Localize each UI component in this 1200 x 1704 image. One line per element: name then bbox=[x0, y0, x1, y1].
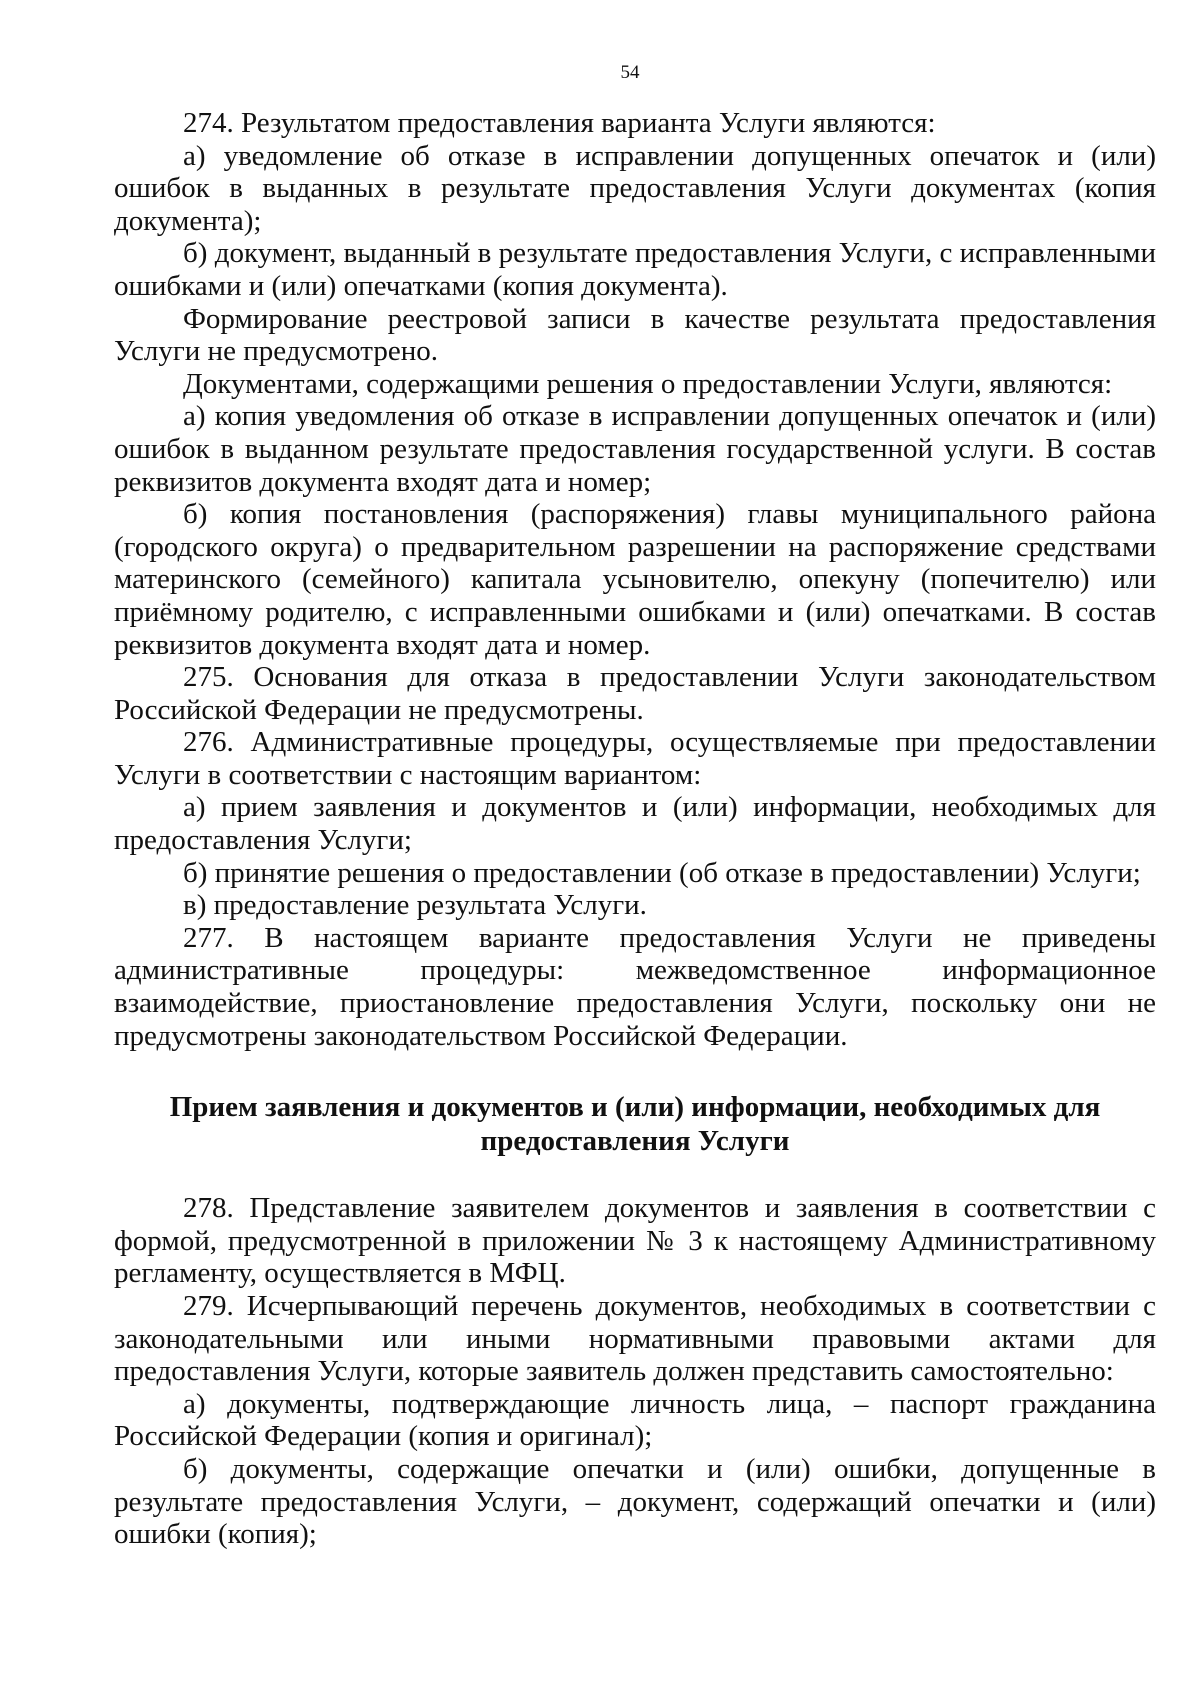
paragraph-decision-documents: Документами, содержащими решения о предоставлении Услуги, являются: bbox=[183, 367, 1113, 400]
paragraph-279-a: а) документы, подтверждающие личность лица, – паспорт гражданина Российской Федерации (копия и оригинал); bbox=[114, 1387, 1156, 1453]
page-number: 54 bbox=[620, 62, 640, 83]
paragraph-decision-documents-a: а) копия уведомления об отказе в исправлении допущенных опечаток и (или) ошибок в выданном результате предоставления государственной услуги. В состав реквизитов документа входят дата и номер; bbox=[114, 400, 1156, 498]
paragraph-276-c: в) предоставление результата Услуги. bbox=[183, 889, 647, 922]
paragraph-277: 277. В настоящем варианте предоставления Услуги не приведены административные процедуры: межведомственное информационное взаимодействие, приостановление предоставления Услуги, поскольку они не предусмотрены законодательством Российской Федерации. bbox=[114, 921, 1156, 1052]
section-heading-line-2: предоставления Услуги bbox=[480, 1125, 790, 1158]
paragraph-278: 278. Представление заявителем документов и заявления в соответствии с формой, предусмотренной в приложении № 3 к настоящему Административному регламенту, осуществляется в МФЦ. bbox=[114, 1192, 1156, 1290]
paragraph-274: 274. Результатом предоставления варианта Услуги являются: bbox=[183, 107, 936, 139]
section-heading bbox=[114, 1090, 1156, 1158]
paragraph-276-b: б) принятие решения о предоставлении (об отказе в предоставлении) Услуги; bbox=[183, 856, 1141, 889]
paragraph-276: 276. Административные процедуры, осуществляемые при предоставлении Услуги в соответствии с настоящим вариантом: bbox=[114, 726, 1156, 791]
paragraph-275: 275. Основания для отказа в предоставлении Услуги законодательством Российской Федерации не предусмотрены. bbox=[114, 661, 1156, 726]
section-heading-line-1: Прием заявления и документов и (или) информации, необходимых для bbox=[169, 1091, 1101, 1124]
paragraph-279-b: б) документы, содержащие опечатки и (или) ошибки, допущенные в результате предоставления Услуги, – документ, содержащий опечатки и (или) ошибки (копия); bbox=[114, 1452, 1156, 1551]
paragraph-274-b: б) документ, выданный в результате предоставления Услуги, с исправленными ошибками и (или) опечатками (копия документа). bbox=[114, 237, 1156, 302]
paragraph-276-a: а) прием заявления и документов и (или) информации, необходимых для предоставления Услуги; bbox=[114, 791, 1156, 857]
paragraph-registry-record: Формирование реестровой записи в качестве результата предоставления Услуги не предусмотрено. bbox=[114, 302, 1156, 368]
paragraph-274-a: а) уведомление об отказе в исправлении допущенных опечаток и (или) ошибок в выданных в результате предоставления Услуги документах (копия документа); bbox=[114, 139, 1156, 237]
paragraph-279: 279. Исчерпывающий перечень документов, необходимых в соответствии с законодательными или иными нормативными правовыми актами для предоставления Услуги, которые заявитель должен представить самостоятельно: bbox=[114, 1290, 1156, 1388]
document-body bbox=[114, 107, 1156, 1551]
paragraph-decision-documents-b: б) копия постановления (распоряжения) главы муниципального района (городского округа) о предварительном разрешении на распоряжение средствами материнского (семейного) капитала усыновителю, опекуну (попечителю) или приёмному родителю, с исправленными ошибками и (или) опечатками. В состав реквизитов документа входят дата и номер. bbox=[114, 498, 1156, 661]
